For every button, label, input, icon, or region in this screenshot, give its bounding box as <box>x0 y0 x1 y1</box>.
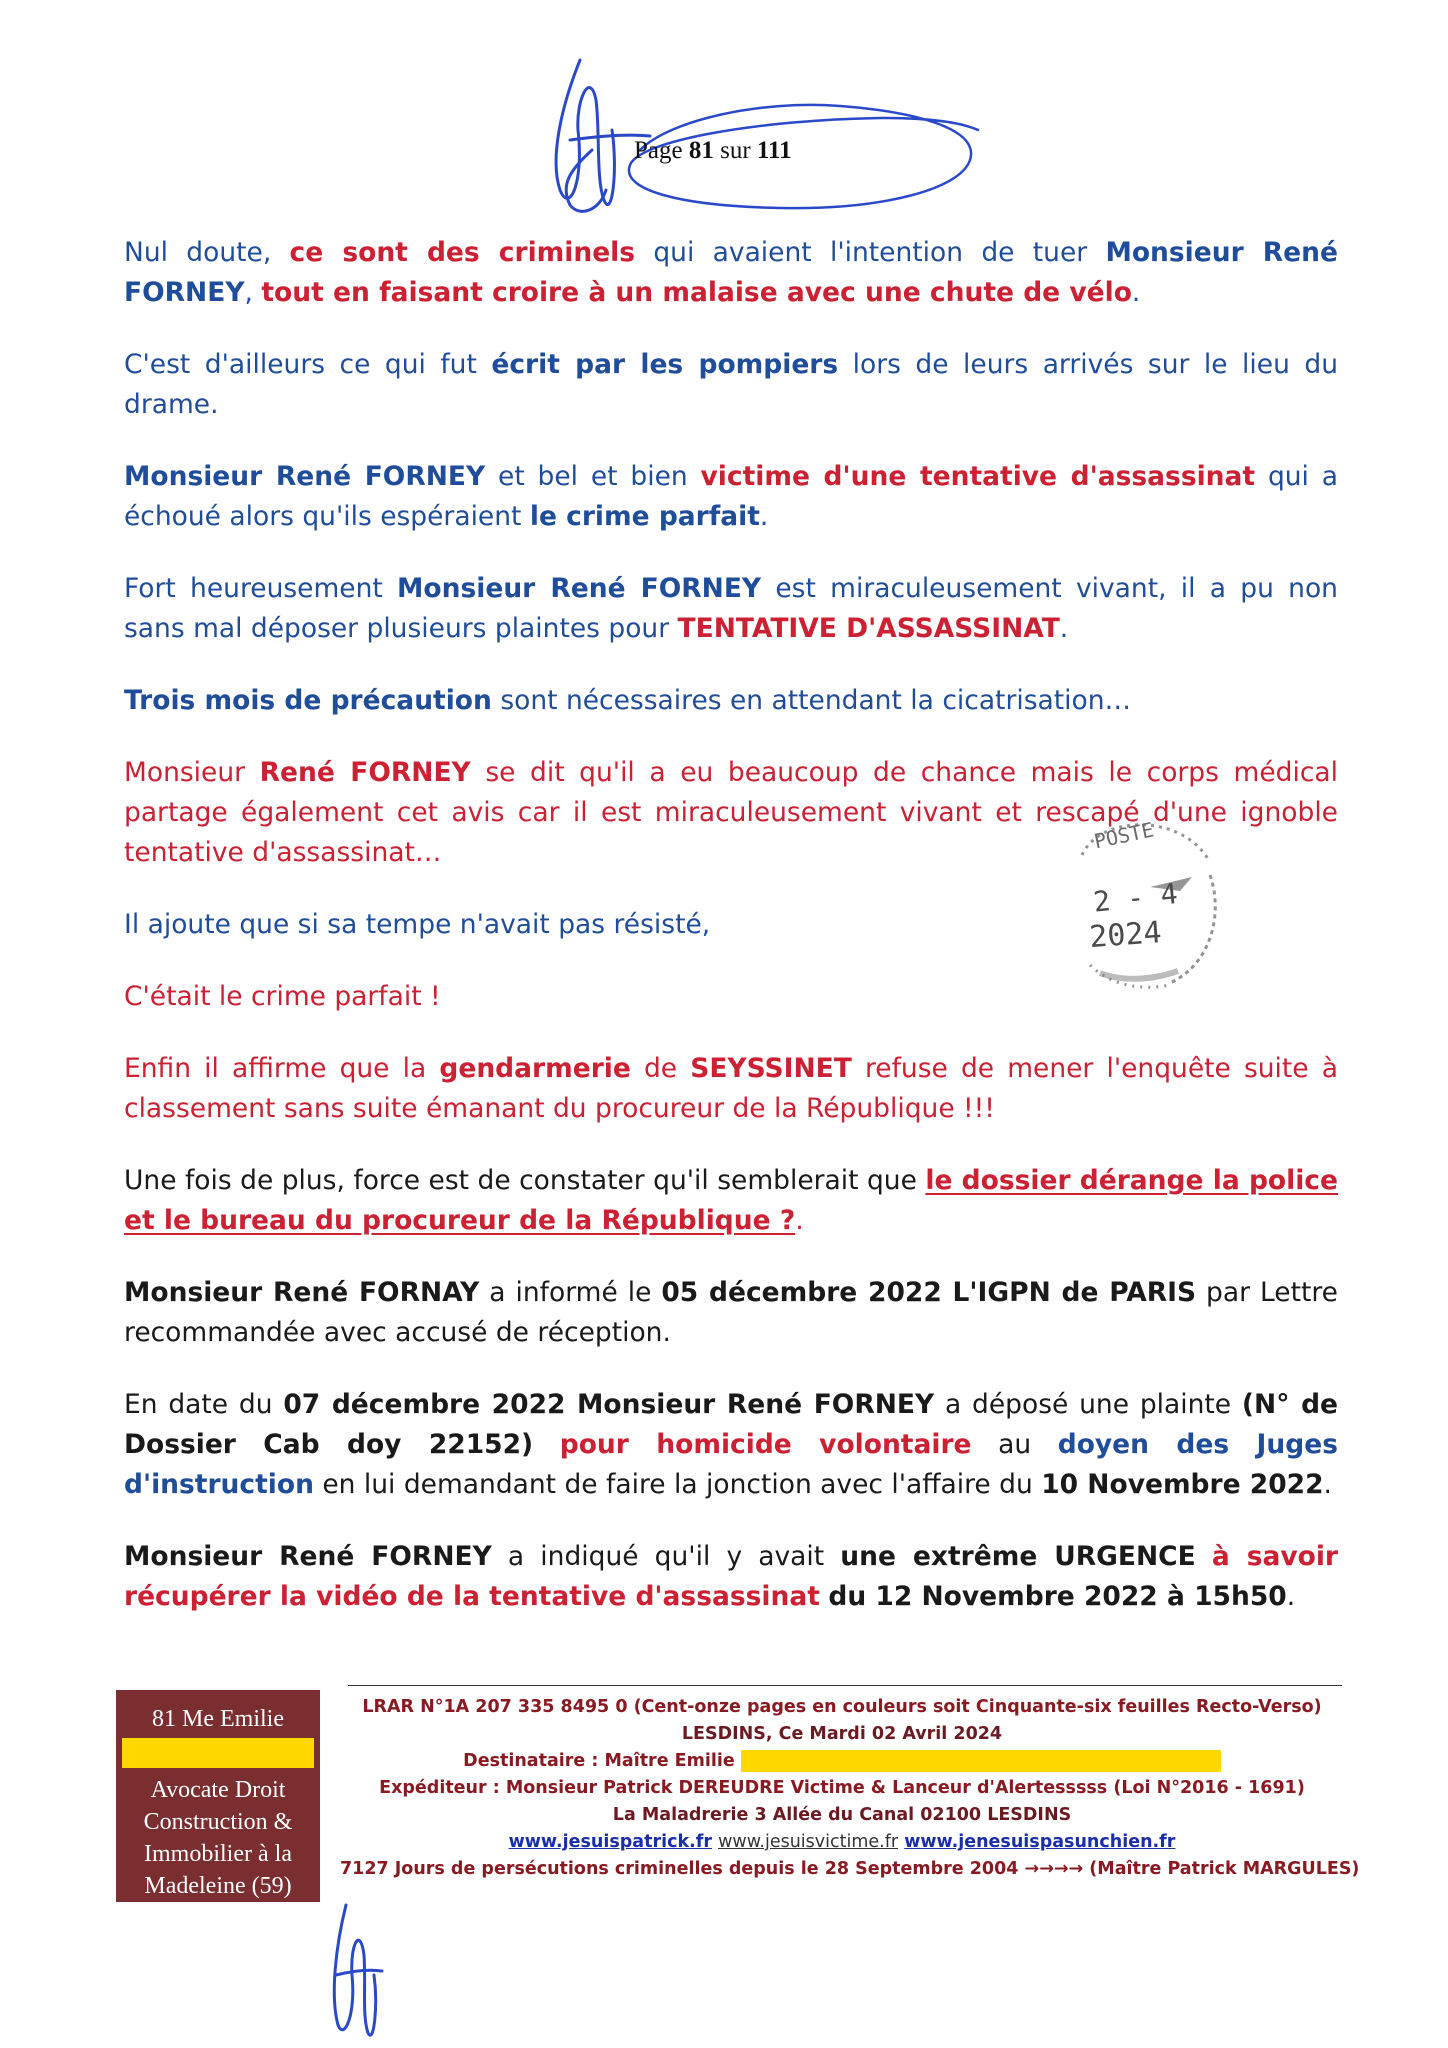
text-run: de <box>630 1053 691 1084</box>
text-run: Enfin il affirme que la <box>124 1053 440 1084</box>
text-run: . <box>795 1205 804 1236</box>
text-run: 07 décembre 2022 Monsieur René FORNEY <box>283 1389 935 1420</box>
paragraph <box>124 233 1338 313</box>
text-run: Une fois de plus, force est de constater qu'il semblerait que <box>124 1165 926 1196</box>
text-run: une extrême URGENCE <box>840 1541 1196 1572</box>
text-run: qui avaient l'intention de tuer <box>635 237 1106 268</box>
page-number: Page 81 sur 111 <box>634 137 792 164</box>
paragraph <box>124 1537 1338 1617</box>
text-run: C'est d'ailleurs ce qui fut <box>124 349 492 380</box>
text-run: Monsieur René FORNEY <box>124 461 486 492</box>
text-run: TENTATIVE D'ASSASSINAT <box>677 613 1060 644</box>
text-run: à savoir récupérer la vidéo de la tentative d'assassinat <box>124 1541 1338 1612</box>
recipient-sidebox <box>116 1690 320 1902</box>
text-run: Il ajoute que si sa tempe n'avait pas résisté, <box>124 909 711 940</box>
footer-lrar: LRAR N°1A 207 335 8495 0 (Cent-onze pages en couleurs soit Cinquante-six feuilles Recto-Verso) <box>362 1697 1322 1717</box>
text-run: Monsieur René FORNEY <box>124 237 1338 308</box>
sidebox-role-2: Construction & <box>143 1809 293 1835</box>
text-run: Fort heureusement <box>124 573 398 604</box>
text-run: le crime parfait <box>529 501 760 532</box>
text-run: sont nécessaires en attendant la cicatrisation… <box>491 685 1132 716</box>
text-run: victime d'une tentative d'assassinat <box>700 461 1256 492</box>
text-run: pour homicide volontaire <box>559 1429 972 1460</box>
link-jesuispatrick[interactable]: www.jesuispatrick.fr <box>508 1832 712 1852</box>
text-run: SEYSSINET <box>690 1053 852 1084</box>
text-run: Monsieur <box>124 757 260 788</box>
link-jenesuispasunchien[interactable]: www.jenesuispasunchien.fr <box>904 1832 1176 1852</box>
text-run: Nul doute, <box>124 237 290 268</box>
paragraph <box>124 457 1338 537</box>
paragraph <box>124 1273 1338 1353</box>
footer-date: LESDINS, Ce Mardi 02 Avril 2024 <box>681 1724 1003 1744</box>
text-run: a indiqué qu'il y avait <box>491 1541 841 1572</box>
text-run <box>1196 1541 1212 1572</box>
text-run: . <box>1131 277 1141 308</box>
recipient-redaction <box>741 1750 1221 1772</box>
sidebox-role-1: Avocate Droit <box>150 1777 286 1803</box>
sidebox-name: 81 Me Emilie <box>152 1706 284 1732</box>
text-run: René FORNEY <box>259 757 471 788</box>
text-run: , <box>244 277 262 308</box>
footer-recipient: Destinataire : Maître Emilie <box>340 1748 1344 1775</box>
footer-sender: Expéditeur : Monsieur Patrick DEREUDRE Victime & Lanceur d'Alertesssss (Loi N°2016 - 1691) <box>379 1778 1305 1798</box>
text-run: gendarmerie <box>439 1053 631 1084</box>
text-run: le dossier dérange la police et le bureau du procureur de la République ? <box>124 1165 1338 1236</box>
sidebox-role-4: Madeleine (59) <box>144 1873 292 1899</box>
paragraph <box>124 345 1338 425</box>
text-run: a informé le <box>479 1277 662 1308</box>
text-run: au <box>971 1429 1058 1460</box>
text-run: et bel et bien <box>485 461 701 492</box>
text-run: 10 Novembre 2022 <box>1041 1469 1324 1500</box>
text-run: doyen des Juges d'instruction <box>124 1429 1338 1500</box>
text-run: est miraculeusement vivant, il a pu non sans mal déposer plusieurs plaintes pour <box>124 573 1338 644</box>
text-run: se dit qu'il a eu beaucoup de chance mais le corps médical partage également cet avis car il est miraculeusement vivant et rescapé d'une ignoble tentative d'assassinat… <box>124 757 1338 868</box>
paragraph <box>124 569 1338 649</box>
text-run: tout en faisant croire à un malaise avec une chute de vélo <box>261 277 1132 308</box>
text-run: Trois mois de précaution <box>124 685 492 716</box>
footer-block <box>340 1694 1360 1883</box>
stamp-date-year: 2024 <box>1088 915 1163 956</box>
paragraph <box>124 1385 1338 1505</box>
postal-stamp <box>1060 795 1230 1005</box>
text-run: . <box>1286 1581 1296 1612</box>
text-run <box>533 1429 560 1460</box>
text-run: C'était le crime parfait ! <box>124 981 441 1012</box>
text-run: . <box>759 501 769 532</box>
link-jesuisvictime[interactable]: www.jesuisvictime.fr <box>718 1832 899 1852</box>
text-run: . <box>1059 613 1069 644</box>
text-run: lors de leurs arrivés sur le lieu du drame. <box>124 349 1338 420</box>
text-run: du 12 Novembre 2022 à 15h50 <box>828 1581 1287 1612</box>
text-run: Monsieur René FORNEY <box>397 573 762 604</box>
text-run: écrit par les pompiers <box>491 349 839 380</box>
text-run: (N° de Dossier Cab doy 22152) <box>124 1389 1339 1460</box>
paragraph <box>124 681 1338 721</box>
text-run: Monsieur René FORNAY <box>124 1277 480 1308</box>
text-run: 05 décembre 2022 L'IGPN de PARIS <box>661 1277 1197 1308</box>
redaction-highlight <box>122 1738 314 1768</box>
text-run: En date du <box>124 1389 284 1420</box>
text-run: . <box>1323 1469 1332 1500</box>
text-run: refuse de mener l'enquête suite à classement sans suite émanant du procureur de la République !!! <box>124 1053 1338 1124</box>
footer-links <box>340 1829 1344 1856</box>
paragraph <box>124 1161 1338 1241</box>
sidebox-role-3: Immobilier à la <box>144 1841 292 1867</box>
text-run: Monsieur René FORNEY <box>124 1541 492 1572</box>
paragraph <box>124 1049 1338 1129</box>
text-run: qui a échoué alors qu'ils espéraient <box>124 461 1338 532</box>
text-run: par Lettre recommandée avec accusé de réception. <box>124 1277 1338 1348</box>
text-run: a déposé une plainte <box>934 1389 1242 1420</box>
stamp-top-text: POSTE <box>1091 817 1156 854</box>
signature-bottom <box>316 1895 406 2045</box>
text-run: ce sont des criminels <box>289 237 636 268</box>
stamp-date-day: 2 - 4 <box>1091 877 1180 919</box>
footer-persecution-count: 7127 Jours de persécutions criminelles depuis le 28 Septembre 2004 →→→→ (Maître Patrick MARGULES) <box>340 1859 1360 1879</box>
text-run: en lui demandant de faire la jonction avec l'affaire du <box>313 1469 1042 1500</box>
footer-address: La Maladrerie 3 Allée du Canal 02100 LESDINS <box>612 1805 1072 1825</box>
footer-divider <box>348 1685 1342 1686</box>
